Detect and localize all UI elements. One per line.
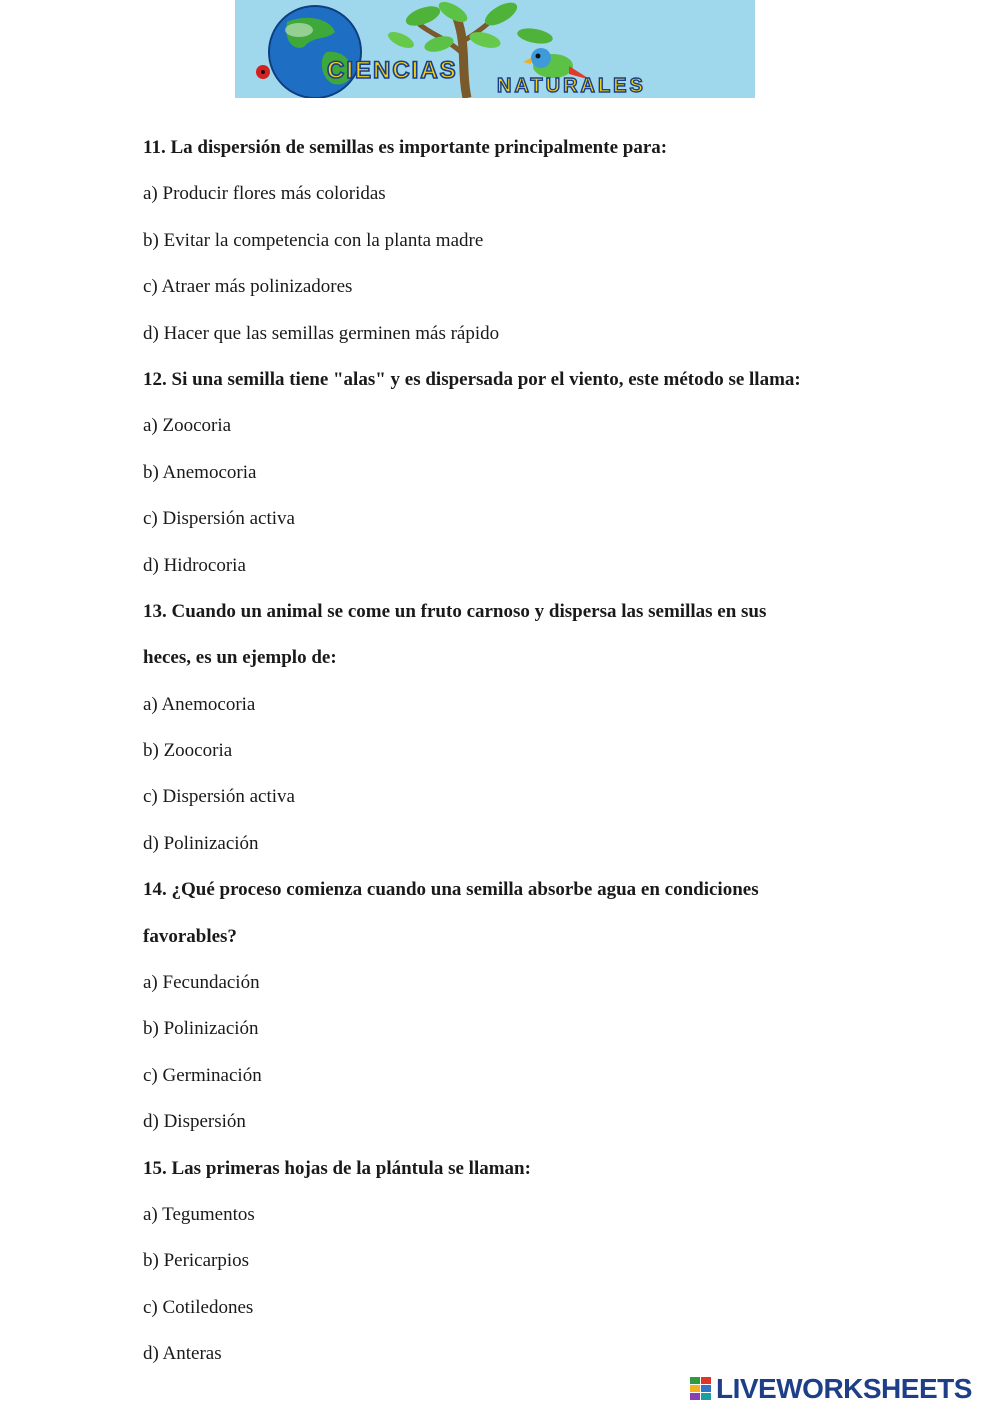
question-text: 11. La dispersión de semillas es importante principalmente para: bbox=[143, 137, 668, 158]
answer-option: a) Tegumentos bbox=[143, 1203, 255, 1225]
answer-option: c) Dispersión activa bbox=[143, 786, 295, 808]
answer-option: c) Atraer más polinizadores bbox=[143, 276, 353, 298]
question-text: 15. Las primeras hojas de la plántula se llaman: bbox=[143, 1157, 531, 1179]
question-text: 13. Cuando un animal se come un fruto carnoso y dispersa las semillas en sus bbox=[143, 600, 767, 622]
banner-title-line1: CIENCIAS bbox=[327, 57, 458, 84]
question-text: 14. ¿Qué proceso comienza cuando una semilla absorbe agua en condiciones bbox=[143, 879, 759, 901]
globe-icon bbox=[269, 6, 361, 98]
quiz-content bbox=[143, 125, 863, 1378]
liveworksheets-brand: LIVEWORKSHEETS bbox=[716, 1373, 972, 1404]
answer-option: c) Cotiledones bbox=[143, 1296, 254, 1318]
liveworksheets-logo-icon bbox=[690, 1377, 712, 1401]
ciencias-naturales-banner bbox=[235, 0, 755, 98]
answer-option: b) Anemocoria bbox=[143, 461, 257, 483]
answer-option: d) Polinización bbox=[143, 832, 259, 854]
answer-option: a) Zoocoria bbox=[143, 415, 232, 437]
answer-option: b) Zoocoria bbox=[143, 740, 233, 762]
answer-option: a) Anemocoria bbox=[143, 693, 256, 715]
answer-option: c) Germinación bbox=[143, 1064, 262, 1086]
liveworksheets-footer bbox=[690, 1374, 990, 1404]
answer-option: d) Anteras bbox=[143, 1343, 222, 1365]
answer-option: d) Dispersión bbox=[143, 1111, 246, 1133]
question-text: heces, es un ejemplo de: bbox=[143, 647, 337, 669]
ladybug-icon bbox=[256, 65, 270, 79]
answer-option: b) Pericarpios bbox=[143, 1250, 250, 1272]
answer-option: c) Dispersión activa bbox=[143, 508, 295, 530]
answer-option: b) Polinización bbox=[143, 1018, 259, 1040]
banner-title-line2: NATURALES bbox=[497, 75, 646, 97]
question-text: 12. Si una semilla tiene "alas" y es dispersada por el viento, este método se llama: bbox=[143, 368, 801, 390]
question-text: favorables? bbox=[143, 925, 237, 947]
answer-option: d) Hacer que las semillas germinen más rápido bbox=[143, 322, 500, 344]
answer-option: a) Producir flores más coloridas bbox=[143, 183, 386, 205]
answer-option: d) Hidrocoria bbox=[143, 554, 246, 576]
answer-option: b) Evitar la competencia con la planta madre bbox=[143, 229, 484, 251]
answer-option: a) Fecundación bbox=[143, 972, 260, 994]
